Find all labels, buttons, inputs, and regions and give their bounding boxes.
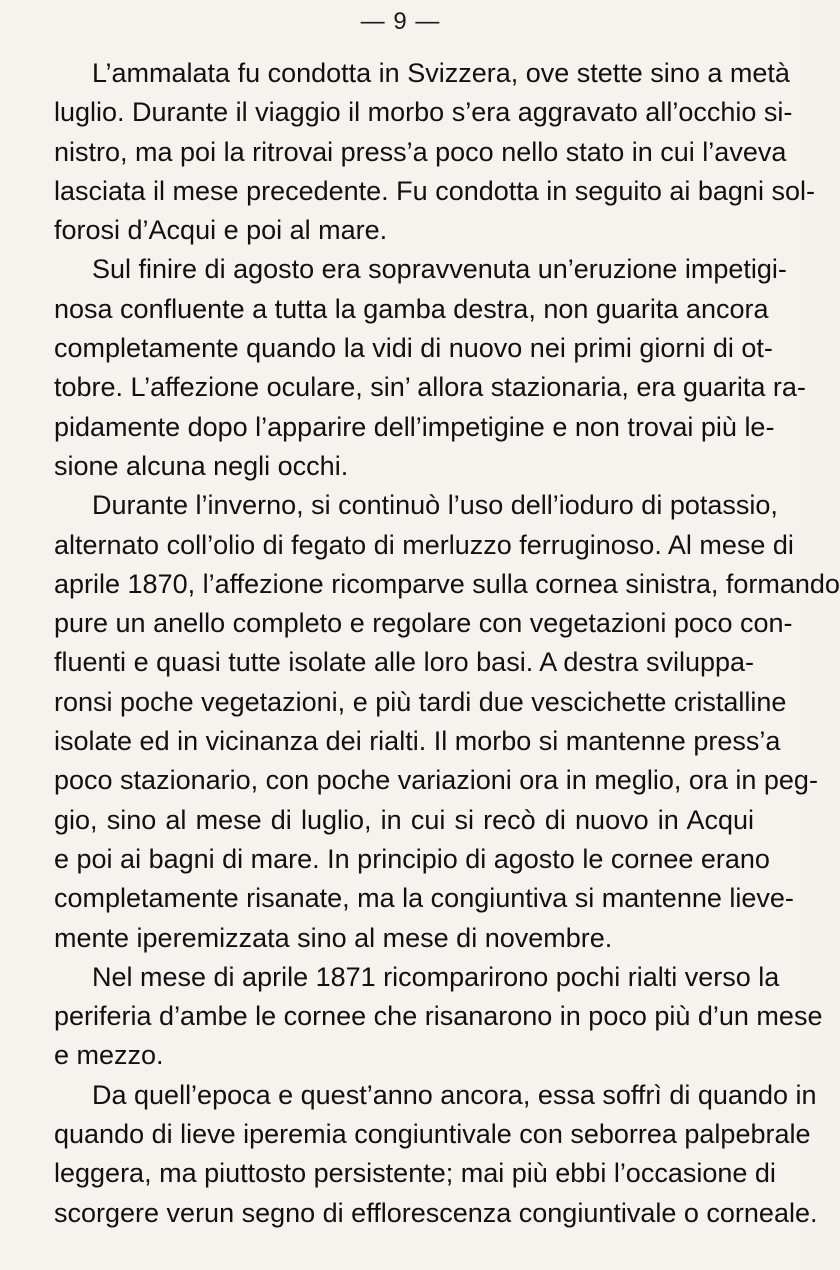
page-number: — 9 — (360, 8, 441, 35)
text-line: luglio. Durante il viaggio il morbo s’era aggravato all’occhio si- (54, 97, 793, 128)
text-line: pidamente dopo l’apparire dell’impetigine e non trovai più le- (54, 411, 775, 442)
text-line: completamente quando la vidi di nuovo nei primi giorni di ot- (54, 333, 773, 364)
text-line: e mezzo. (54, 1040, 164, 1071)
text-line: nosa confluente a tutta la gamba destra, non guarita ancora (54, 293, 769, 324)
body-text (54, 54, 840, 1233)
text-line: e poi ai bagni di mare. In principio di agosto le cornee erano (54, 843, 770, 874)
text-line: completamente risanate, ma la congiuntiva si mantenne lieve- (54, 883, 794, 914)
text-line: forosi d’Acqui e poi al mare. (54, 215, 388, 246)
text-line: isolate ed in vicinanza dei rialti. Il morbo si mantenne press’a (54, 726, 781, 757)
text-line: sione alcuna negli occhi. (54, 450, 349, 481)
text-line: nistro, ma poi la ritrovai press’a poco nello stato in cui l’aveva (54, 136, 787, 167)
text-line: pure un anello completo e regolare con vegetazioni poco con- (54, 608, 793, 639)
text-line: poco stazionario, con poche variazioni ora in meglio, ora in peg- (54, 765, 818, 796)
text-line: Da quell’epoca e quest’anno ancora, essa soffrì di quando in (92, 1079, 817, 1110)
text-line: periferia d’ambe le cornee che risanarono in poco più d’un mese (54, 1001, 823, 1032)
text-line: Nel mese di aprile 1871 ricomparirono pochi rialti verso la (92, 961, 780, 992)
text-line: quando di lieve iperemia congiuntivale con seborrea palpebrale (54, 1119, 811, 1150)
text-line: Durante l’inverno, si continuò l’uso dell’ioduro di potassio, (92, 490, 778, 521)
text-line: leggera, ma piuttosto persistente; mai più ebbi l’occasione di (54, 1158, 776, 1189)
text-line: alternato coll’olio di fegato di merluzzo ferruginoso. Al mese di (54, 529, 794, 560)
text-line: gio, sino al mese di luglio, in cui si recò di nuovo in Acqui (54, 804, 754, 835)
text-line: L’ammalata fu condotta in Svizzera, ove stette sino a metà (92, 58, 790, 88)
text-line: lasciata il mese precedente. Fu condotta in seguito ai bagni sol- (54, 175, 815, 206)
text-line: Sul finire di agosto era sopravvenuta un’eruzione impetigi- (92, 254, 787, 285)
text-line: tobre. L’affezione oculare, sin’ allora stazionaria, era guarita ra- (54, 372, 806, 403)
text-line: ronsi poche vegetazioni, e più tardi due vescichette cristalline (54, 686, 787, 717)
text-line: aprile 1870, l’affezione ricomparve sulla cornea sinistra, formando (54, 568, 840, 599)
text-line: scorgere verun segno di efflorescenza congiuntivale o corneale. (54, 1197, 818, 1228)
text-line: mente iperemizzata sino al mese di novembre. (54, 922, 613, 953)
text-line: fluenti e quasi tutte isolate alle loro basi. A destra sviluppa- (54, 647, 754, 678)
